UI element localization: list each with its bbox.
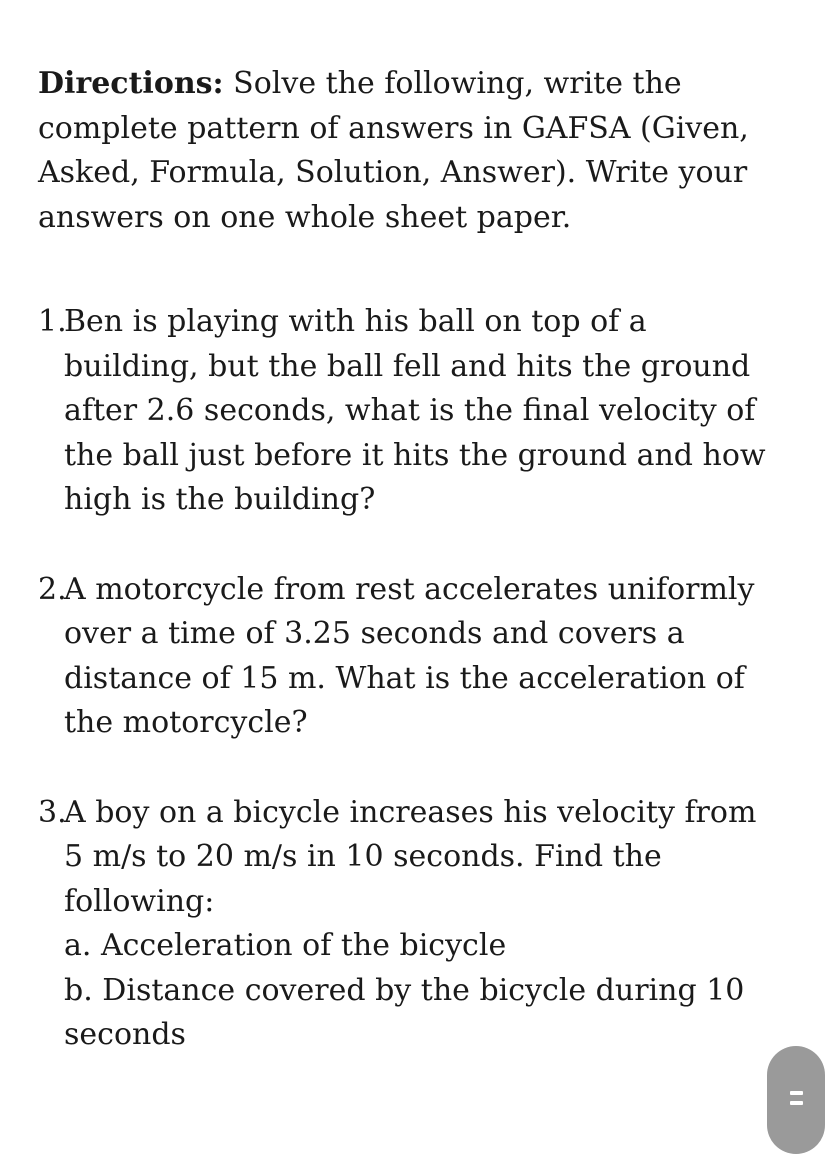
- question-text: A motorcycle from rest accelerates uniformly over a time of 3.25 seconds and covers a distance of 15 m. What is the acceleration of the motorcycle?: [64, 571, 755, 740]
- question-text: Ben is playing with his ball on top of a building, but the ball fell and hits the ground after 2.6 seconds, what is the final velocity of the ball just before it hits the ground and how high is the building?: [64, 304, 766, 517]
- directions-paragraph: [38, 62, 783, 240]
- sub-question-letter: a.: [64, 928, 92, 963]
- question-number: 2.: [38, 571, 67, 607]
- question-1: [38, 300, 783, 523]
- question-text: A boy on a bicycle increases his velocity from 5 m/s to 20 m/s in 10 seconds. Find the following:: [64, 794, 757, 919]
- directions-label: Directions:: [38, 66, 224, 101]
- sub-question-b: [38, 969, 798, 1058]
- sub-question-text: Distance covered by the bicycle during 10 seconds: [64, 972, 745, 1052]
- question-number: 3.: [38, 794, 67, 830]
- sub-question-a: [38, 924, 798, 969]
- question-number: 1.: [38, 304, 67, 339]
- sub-question-text: Acceleration of the bicycle: [100, 928, 507, 963]
- document-page: [38, 62, 798, 1058]
- scroll-handle[interactable]: [767, 1046, 825, 1154]
- directions-text: Solve the following, write the complete pattern of answers in GAFSA (Given, Asked, Formula, Solution, Answer). Write your answers on one whole sheet paper.: [38, 66, 749, 235]
- sub-question-letter: b.: [64, 972, 93, 1008]
- question-3: [38, 791, 783, 925]
- question-2: [38, 568, 783, 746]
